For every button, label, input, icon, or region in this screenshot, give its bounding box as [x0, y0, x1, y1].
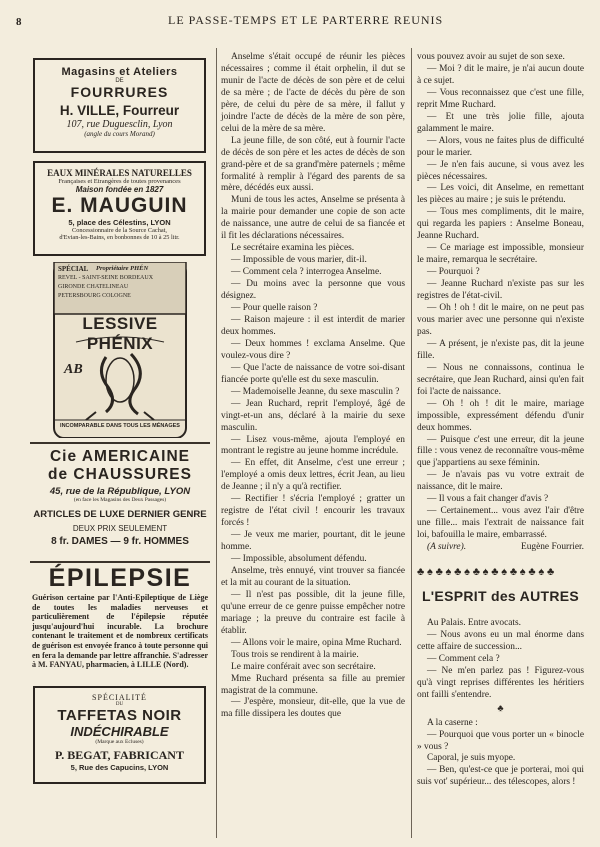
esprit-paragraph: — Ben, qu'est-ce que je porterai, moi qui suis vot' supérieur... des télescopes, alors !	[417, 765, 584, 788]
story-column-1	[221, 52, 405, 721]
taffetas-line5: (Marque aux Ecluses)	[95, 739, 144, 745]
ad-mauguin-line4: E. MAUGUIN	[51, 194, 188, 217]
phenix-top5: PETERSBOURG COLOGNE	[58, 293, 131, 299]
story-paragraph: — Impossible, absolument défendu.	[231, 554, 367, 565]
taffetas-line2: DU	[115, 702, 124, 707]
ad-mauguin-line1: EAUX MINÉRALES NATURELLES	[47, 168, 192, 178]
story-paragraph: — Allons voir le maire, opina Mme Ruchard.	[231, 637, 402, 648]
story-paragraph: Anselme s'était occupé de réunir les pièces nécessaires ; comme il était orphelin, il dut se munir de l'acte de décès de son père et de celui de sa mère ; de l'acte de décès du père de son père, de celui du père de sa mère, il fallut y joindre l'acte de décès de la mère de son père, celui de la mère de sa mère.	[221, 52, 405, 134]
story-paragraph: — Comment cela ? interrogea Anselme.	[231, 267, 382, 278]
ad-mauguin-line2: Françaises et Etrangères de toutes provenances	[58, 178, 181, 185]
page-number: 8	[16, 16, 22, 28]
column-rule-right	[411, 48, 412, 838]
story-paragraph: — Tous mes compliments, dit le maire, qui regarda les papiers : Anselme Boneau, Jeanne Ruchard.	[417, 207, 584, 242]
club-separator: ♣	[497, 703, 504, 714]
phenix-bottom: INCOMPARABLE DANS TOUS LES MÉNAGES	[60, 423, 180, 429]
story-paragraph: — Jeanne Ruchard n'existe pas sur les registres de l'état-civil.	[417, 279, 584, 302]
story-paragraph: — Ce mariage est impossible, monsieur le maire, remarqua le secrétaire.	[417, 243, 584, 266]
epilepsie-title: ÉPILEPSIE	[48, 564, 192, 592]
to-follow: (A suivre).	[427, 542, 467, 553]
story-paragraph: — Deux hommes ! exclama Anselme. Que voulez-vous dire ?	[221, 338, 405, 361]
story-paragraph: — A présent, je n'existe pas, dit la jeune fille.	[417, 338, 584, 361]
page-title: LE PASSE-TEMPS ET LE PARTERRE REUNIS	[168, 13, 444, 27]
story-paragraph: — Jean Ruchard, reprit l'employé, âgé de vingt-et-un ans, déclaré à la mairie du sexe masculin.	[221, 398, 405, 433]
story-paragraph: — Mademoiselle Jeanne, du sexe masculin ?	[231, 386, 400, 397]
esprit-paragraph: — Comment cela ?	[427, 653, 500, 664]
ad-ville-line6: (angle du cours Morand)	[84, 130, 155, 138]
column-rule-left	[216, 48, 217, 838]
chaussures-line4: (en face les Magasins des Deux Passages)	[73, 497, 167, 503]
esprit-paragraph: Caporal, je suis myope.	[427, 753, 516, 764]
story-paragraph: — En effet, dit Anselme, c'est une erreur ; l'employé a omis deux lettres, écrit Jean, au lieu de Jeanne ; il n'y a qu'à rectifier.	[221, 458, 405, 493]
story-paragraph: — Que l'acte de naissance de votre soi-disant fiancée porte qu'elle est du sexe masculin.	[221, 362, 405, 385]
ad-ville-line5: 107, rue Duguesclin, Lyon	[66, 119, 173, 130]
esprit-paragraph: — Pourquoi que vous porter un « binocle » vous ?	[417, 729, 584, 752]
ad-lessive-phenix	[36, 262, 204, 438]
ad-mauguin-line6: Concessionnaire de la Source Cachat,	[72, 227, 167, 234]
story-paragraph: — Et une très jolie fille, ajouta galamment le maire.	[417, 111, 584, 134]
story-author: Eugène Fourrier.	[520, 542, 584, 553]
story-paragraph: Anselme, très ennuyé, vint trouver sa fiancée et la mit au courant de la situation.	[221, 565, 405, 588]
ad-mauguin-line5: 5, place des Célestins, LYON	[68, 218, 171, 227]
story-paragraph: — Raison majeure : il est interdit de marier deux hommes.	[221, 314, 405, 337]
esprit-paragraph: — Ne m'en parlez pas ! Figurez-vous qu'à vingt reprises différentes les héritiers ont failli s'entendre.	[417, 665, 584, 700]
divider-1	[30, 442, 210, 444]
story-paragraph: — Pour quelle raison ?	[231, 303, 318, 314]
esprit-title: L'ESPRIT des AUTRES	[421, 588, 580, 604]
story-paragraph: — J'espère, monsieur, dit-elle, que la vue de ma fille dissipera les doutes que	[221, 697, 405, 720]
story-paragraph: — Il vous a fait changer d'avis ?	[427, 494, 549, 505]
taffetas-line7: 5, Rue des Capucins, LYON	[70, 763, 169, 772]
story-paragraph: La jeune fille, de son côté, eut à fournir l'acte de décès de son père et les actes de décès de son grand-père et de sa grand'mère paternels ; même formalité à remplir à l'égard des parents de sa mère, décédés eux aussi.	[221, 135, 405, 194]
story-paragraph: — Rectifier ! s'écria l'employé ; gratter un registre de l'état civil ! encourir les travaux forcés !	[221, 494, 405, 529]
story-paragraph: — Oh ! oh ! dit le maire, mariage impossible, expressément défendu d'unir deux hommes.	[417, 398, 584, 433]
story-paragraph: vous pouvez avoir au sujet de son sexe.	[417, 52, 565, 62]
phenix-top4: GIRONDE CHATELINEAU	[58, 284, 129, 290]
story-paragraph: — Lisez vous-même, ajouta l'employé en montrant le registre au jeune homme incrédule.	[221, 434, 405, 457]
ad-ville-line2: DE	[115, 78, 124, 84]
story-paragraph: — Oh ! oh ! dit le maire, on ne peut pas vous marier avec une personne qui n'existe pas.	[417, 303, 584, 337]
story-paragraph: Tous trois se rendirent à la mairie.	[231, 649, 359, 660]
chaussures-line5: ARTICLES DE LUXE DERNIER GENRE	[33, 509, 207, 520]
ad-taffetas	[33, 686, 206, 784]
story-paragraph: — Puisque c'est une erreur, dit la jeune fille : vous venez de reconnaître vous-même que j'appartiens au sexe féminin.	[417, 434, 584, 469]
chaussures-line2: de CHAUSSURES	[48, 466, 192, 483]
story-paragraph: — Je n'en fais aucune, si vous avez les pièces nécessaires.	[417, 159, 584, 182]
ad-ville-line3: FOURRURES	[70, 84, 169, 100]
phenix-top3: REVEL - SAINT-SEINE BORDEAUX	[58, 275, 154, 281]
divider-2	[30, 561, 210, 563]
story-paragraph: — Du moins avec la personne que vous désignez.	[221, 279, 405, 302]
ad-chaussures	[30, 448, 210, 547]
chaussures-line1: Cie AMERICAINE	[49, 448, 191, 465]
story-paragraph: — Certainement... vous avez l'air d'être une fille... mais l'extrait de naissance fait loi, bafouilla le maire, embarrassé.	[417, 506, 584, 541]
chaussures-line6: DEUX PRIX SEULEMENT	[72, 524, 168, 533]
chaussures-line7: 8 fr. DAMES — 9 fr. HOMMES	[51, 536, 189, 547]
story-paragraph: — Il n'est pas possible, dit la jeune fille, qu'une erreur de ce genre puisse empêcher notre mariage ; la preuve du contraire est facile à établir.	[221, 589, 405, 636]
story-paragraph: Le maire conférait avec son secrétaire.	[231, 661, 376, 672]
ad-mauguin-line3: Maison fondée en 1827	[75, 185, 164, 194]
story-paragraph: — Moi ? dit le maire, je n'ai aucun doute à ce sujet.	[417, 63, 584, 86]
ornament-band: ♣ ♠ ♣ ♠ ♣ ♠ ♣ ♠ ♣ ♠ ♣ ♠ ♣ ♠ ♣	[417, 566, 555, 578]
story-paragraph: — Je veux me marier, pourtant, dit le jeune homme.	[221, 530, 405, 553]
esprit-column	[417, 618, 584, 789]
chaussures-line3: 45, rue de la République, LYON	[49, 486, 191, 497]
ad-ville-line1: Magasins et Ateliers	[61, 66, 178, 78]
story-paragraph: — Vous reconnaissez que c'est une fille, reprit Mme Ruchard.	[417, 87, 584, 110]
esprit-paragraph: Au Palais. Entre avocats.	[427, 618, 521, 628]
phenix-monogram: AB	[64, 362, 83, 377]
phenix-top1: SPÉCIAL	[58, 265, 89, 273]
esprit-paragraph: A la caserne :	[427, 717, 478, 728]
taffetas-line3: TAFFETAS NOIR	[57, 707, 182, 724]
phenix-top2: Propriétaire PHÉN	[96, 265, 149, 272]
taffetas-line4: INDÉCHIRABLE	[70, 724, 169, 739]
taffetas-line6: P. BEGAT, FABRICANT	[55, 748, 184, 762]
story-paragraph: — Je n'avais pas vu votre extrait de naissance, dit le maire.	[417, 470, 584, 493]
epilepsie-text: Guérison certaine par l'Anti-Epileptique de Liège de toutes les maladies nerveuses et particulièrement de l'épilepsie réputée jusqu'aujourd'hui incurable. La brochure contenant le traitement et de nombreux certificats de guérison est envoyée franco à toute personne qui en fera la demande par lettre affranchie. S'adresser à M. FANYAU, pharmacien, à LILLE (Nord).	[32, 593, 208, 670]
story-paragraph: Muni de tous les actes, Anselme se présenta à la mairie pour demander une copie de son acte de naissance, une autre de celui de sa fiancée et il fit les déclarations nécessaires.	[221, 195, 405, 242]
esprit-paragraph: — Nous avons eu un mal énorme dans cette affaire de succession...	[417, 629, 584, 652]
story-paragraph: — Alors, vous ne faites plus de difficulté pour le marier.	[417, 135, 584, 158]
story-paragraph: Le secrétaire examina les pièces.	[231, 243, 355, 254]
story-paragraph: Mme Ruchard présenta sa fille au premier magistrat de la commune.	[221, 673, 405, 696]
page-header	[0, 0, 600, 30]
ad-mauguin-eaux	[33, 161, 206, 256]
story-column-2	[417, 52, 584, 554]
ad-ville-fourrures	[33, 58, 206, 153]
story-paragraph: — Les voici, dit Anselme, en remettant les pièces au maire ; je suis le prétendu.	[417, 183, 584, 206]
ad-ville-line4: H. VILLE, Fourreur	[59, 103, 180, 118]
story-paragraph: — Impossible de vous marier, dit-il.	[231, 255, 367, 266]
taffetas-line1: SPÉCIALITÉ	[92, 693, 147, 702]
ad-epilepsie	[32, 564, 208, 670]
ad-mauguin-line7: d'Evian-les-Bains, en bonbonnes de 10 à 25 litr.	[59, 234, 180, 241]
phenix-brand: LESSIVE PHÉNIX	[82, 314, 158, 353]
story-paragraph: — Nous ne connaissons, continua le secrétaire, que Jean Ruchard, ainsi qu'en fait foi l'acte de naissance.	[417, 362, 584, 397]
story-paragraph: — Pourquoi ?	[427, 267, 480, 278]
